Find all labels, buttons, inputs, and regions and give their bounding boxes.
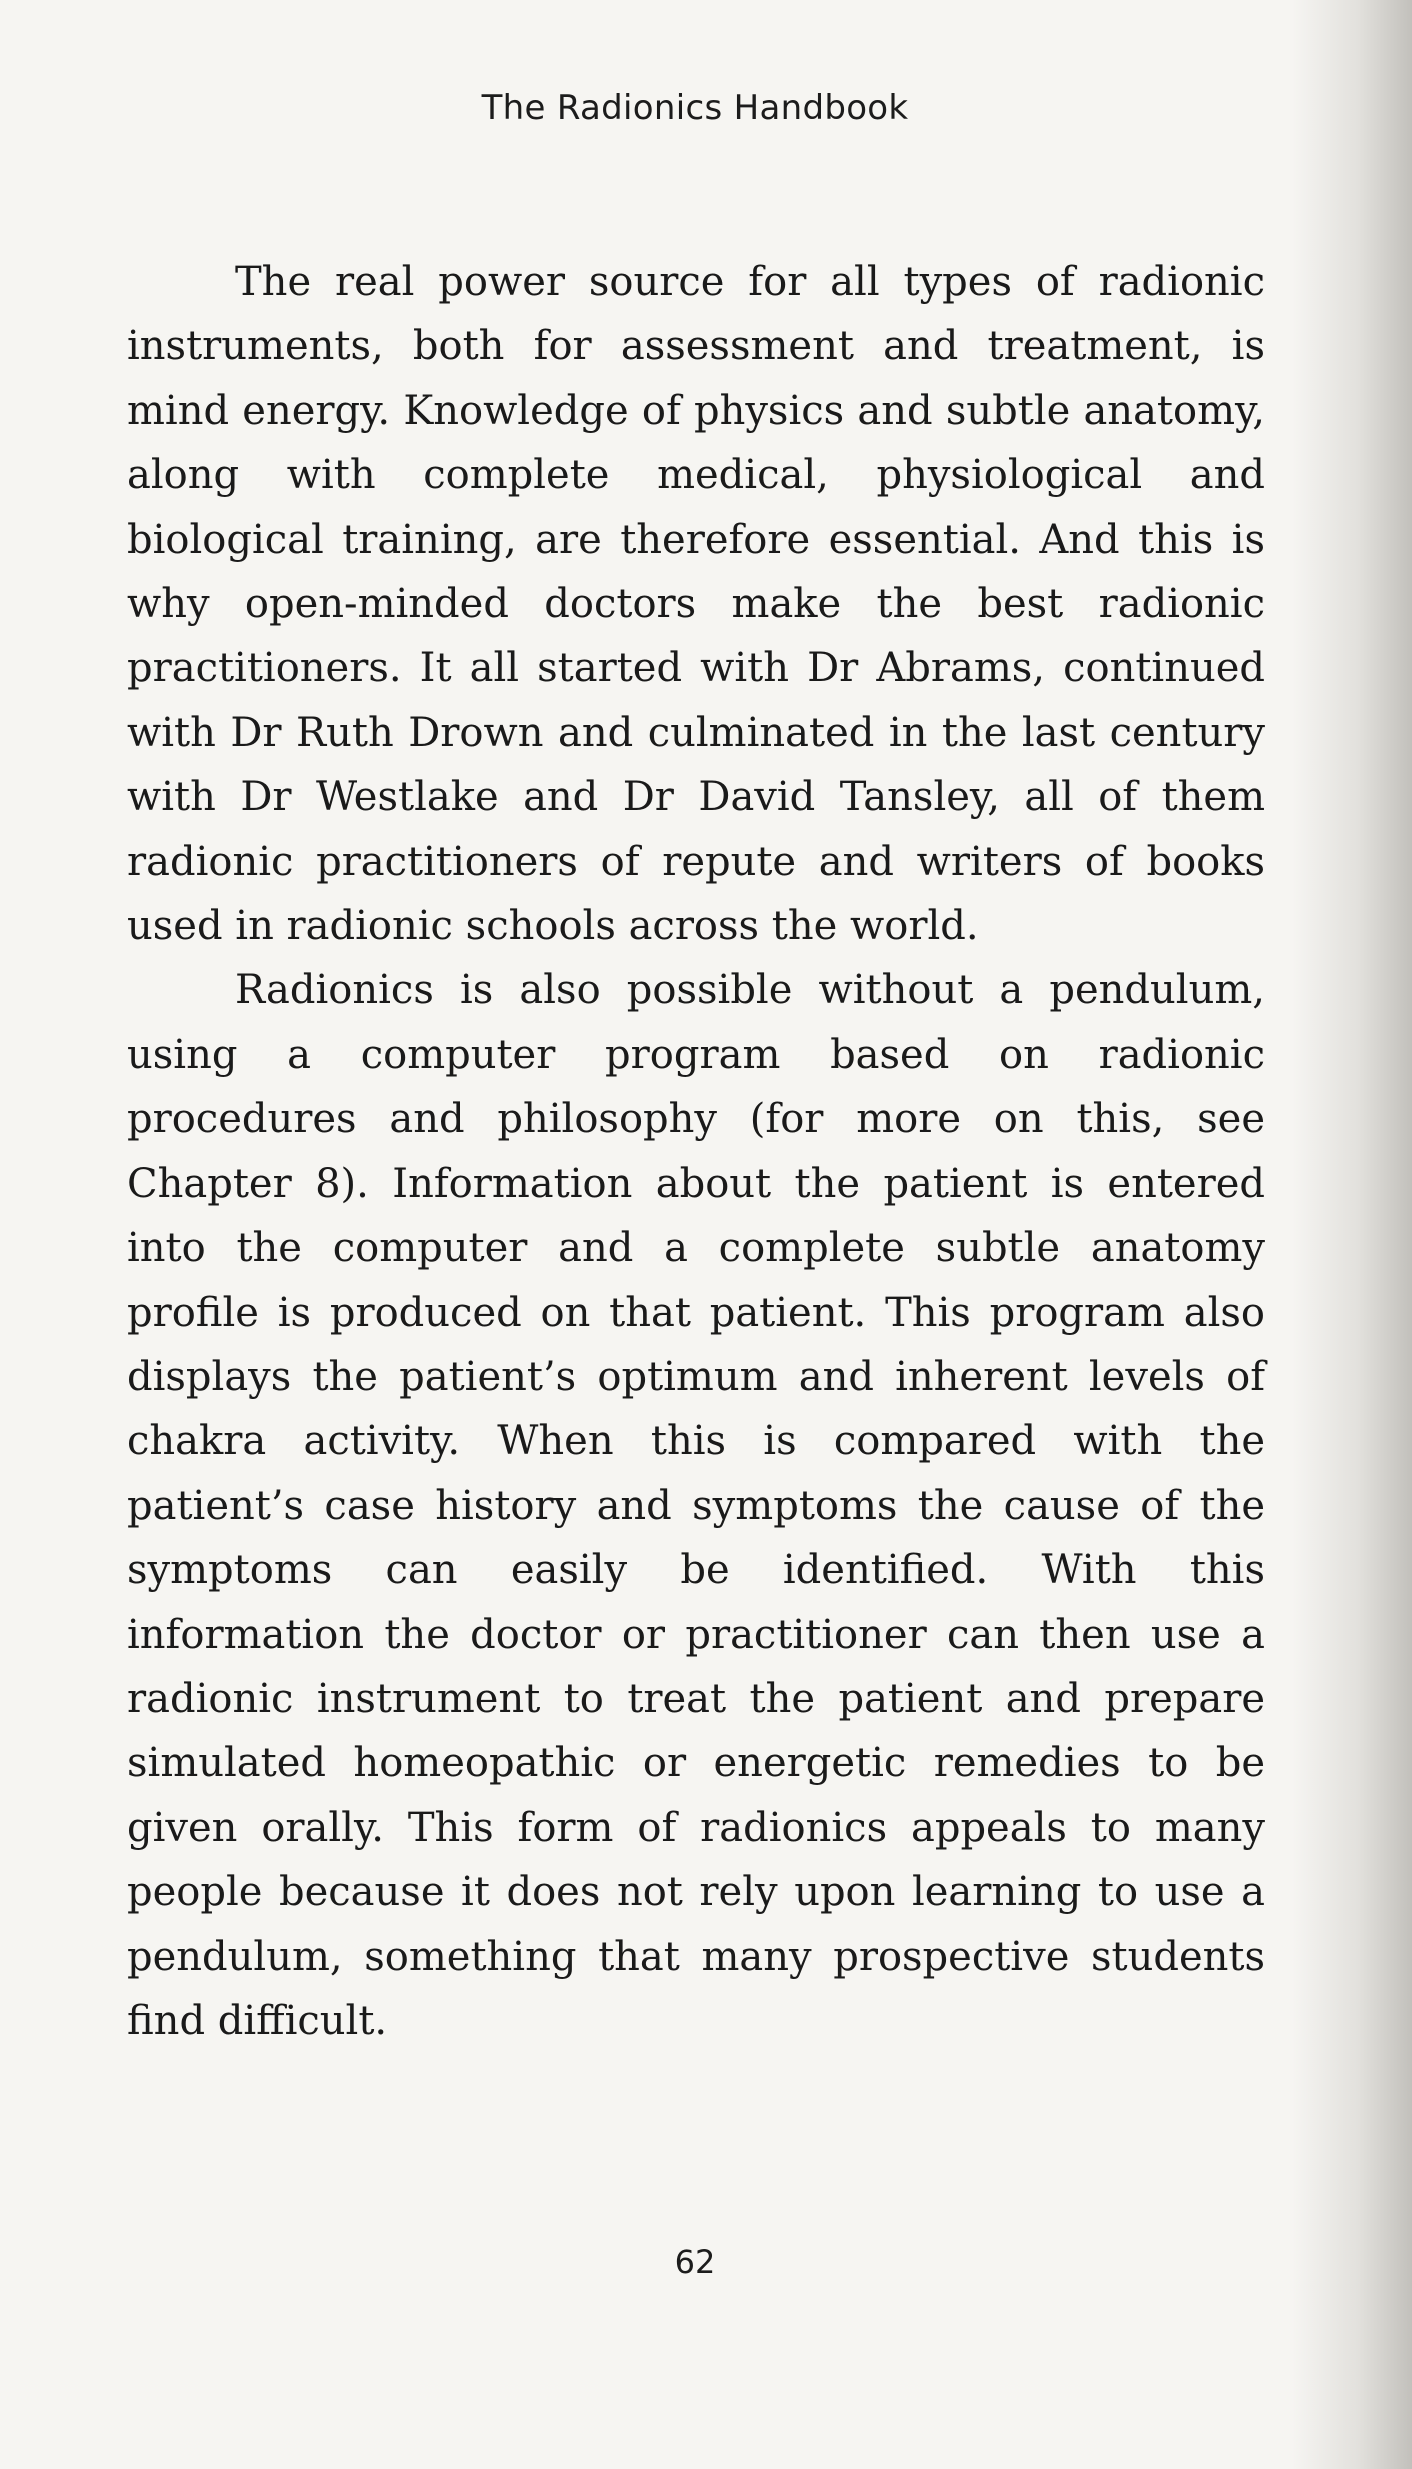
paragraph-1: The real power source for all types of radionic instruments, both for assessment and treatment, is mind energy. Knowledge of physics and subtle anatomy, along with complete medical, physiological and biological training, are therefore essential. And this is why open-minded doctors make the best radionic practitioners. It all started with Dr Abrams, continued with Dr Ruth Drown and culminated in the last century with Dr Westlake and Dr David Tansley, all of them radionic practitioners of repute and writers of books used in radionic schools across the world. [127,259,1265,950]
running-head: The Radionics Handbook [481,88,909,128]
body-text [127,250,1265,2053]
page-number: 62 [674,2243,716,2281]
page-edge-shadow [1292,0,1412,2469]
paragraph-2: Radionics is also possible without a pendulum, using a computer program based on radionic procedures and philosophy (for more on this, see Chapter 8). Information about the patient is entered into the computer and a complete subtle anatomy profile is produced on that patient. This program also displays the patient’s optimum and inherent levels of chakra activity. When this is compared with the patient’s case history and symptoms the cause of the symptoms can easily be identified. With this information the doctor or practitioner can then use a radionic instrument to treat the patient and prepare simulated homeopathic or energetic remedies to be given orally. This form of radionics appeals to many people because it does not rely upon learning to use a pendulum, something that many prospective students find difficult. [127,967,1265,2044]
